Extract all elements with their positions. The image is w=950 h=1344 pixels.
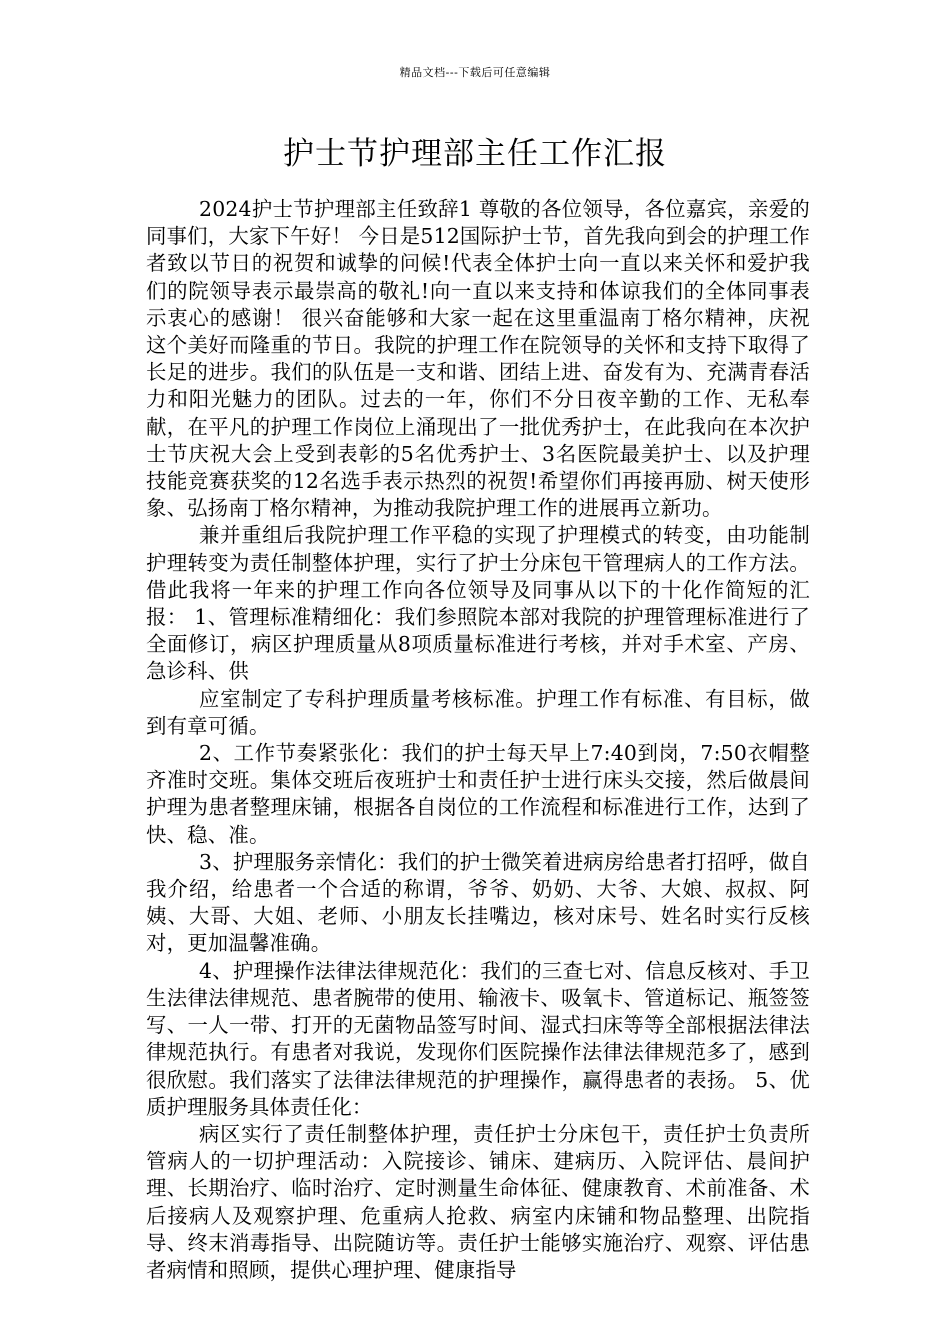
paragraph-7: 病区实行了责任制整体护理，责任护士分床包干，责任护士负责所管病人的一切护理活动：入院接诊、铺床、建病历、入院评估、晨间护理、长期治疗、临时治疗、定时测量生命体征、健康教育、术前准备、术后接病人及观察护理、危重病人抢救、病室内床铺和物品整理、出院指导、终末消毒指导、出院随访等。责任护士能够实施治疗、观察、评估患者病情和照顾，提供心理护理、健康指导 bbox=[146, 1121, 810, 1282]
paragraph-4: 2、工作节奏紧张化：我们的护士每天早上7:40到岗，7:50衣帽整齐准时交班。集体交班后夜班护士和责任护士进行床头交接，然后做晨间护理为患者整理床铺，根据各自岗位的工作流程和标准进行工作，达到了快、稳、准。 bbox=[146, 741, 810, 847]
paragraph-3: 应室制定了专科护理质量考核标准。护理工作有标准、有目标，做到有章可循。 bbox=[146, 686, 810, 738]
page-header: 精品文档---下载后可任意编辑 bbox=[399, 66, 551, 79]
document-title: 护士节护理部主任工作汇报 bbox=[283, 136, 667, 172]
paragraph-6: 4、护理操作法律法律规范化：我们的三查七对、信息反核对、手卫生法律法律规范、患者腕带的使用、输液卡、吸氧卡、管道标记、瓶签签写、一人一带、打开的无菌物品签写时间、湿式扫床等等全部根据法律法律规范执行。有患者对我说，发现你们医院操作法律法律规范多了，感到很欣慰。我们落实了法律法律规范的护理操作，赢得患者的表扬。 5、优质护理服务具体责任化： bbox=[146, 958, 810, 1119]
paragraph-5: 3、护理服务亲情化：我们的护士微笑着进病房给患者打招呼，做自我介绍，给患者一个合适的称谓，爷爷、奶奶、大爷、大娘、叔叔、阿姨、大哥、大姐、老师、小朋友长挂嘴边，核对床号、姓名时实行反核对，更加温馨准确。 bbox=[146, 849, 810, 956]
document-body bbox=[146, 196, 810, 1284]
paragraph-1: 2024护士节护理部主任致辞1 尊敬的各位领导，各位嘉宾，亲爱的同事们，大家下午好！ 今日是512国际护士节，首先我向到会的护理工作者致以节日的祝贺和诚挚的问候!代表全体护士向一直以来关怀和爱护我们的院领导表示最崇高的敬礼!向一直以来支持和体谅我们的全体同事表示衷心的感谢！ 很兴奋能够和大家一起在这里重温南丁格尔精神，庆祝这个美好而隆重的节日。我院的护理工作在院领导的关怀和支持下取得了长足的进步。我们的队伍是一支和谐、团结上进、奋发有为、充满青春活力和阳光魅力的团队。过去的一年，你们不分日夜辛勤的工作、无私奉献，在平凡的护理工作岗位上涌现出了一批优秀护士，在此我向在本次护士节庆祝大会上受到表彰的5名优秀护士、3名医院最美护士、以及护理技能竞赛获奖的12名选手表示热烈的祝贺!希望你们再接再励、树天使形象、弘扬南丁格尔精神，为推动我院护理工作的进展再立新功。 bbox=[146, 197, 810, 521]
paragraph-2: 兼并重组后我院护理工作平稳的实现了护理模式的转变，由功能制护理转变为责任制整体护理，实行了护士分床包干管理病人的工作方法。借此我将一年来的护理工作向各位领导及同事从以下的十化作简短的汇报： 1、管理标准精细化：我们参照院本部对我院的护理管理标准进行了全面修订，病区护理质量从8项质量标准进行考核，并对手术室、产房、急诊科、供 bbox=[146, 523, 810, 684]
